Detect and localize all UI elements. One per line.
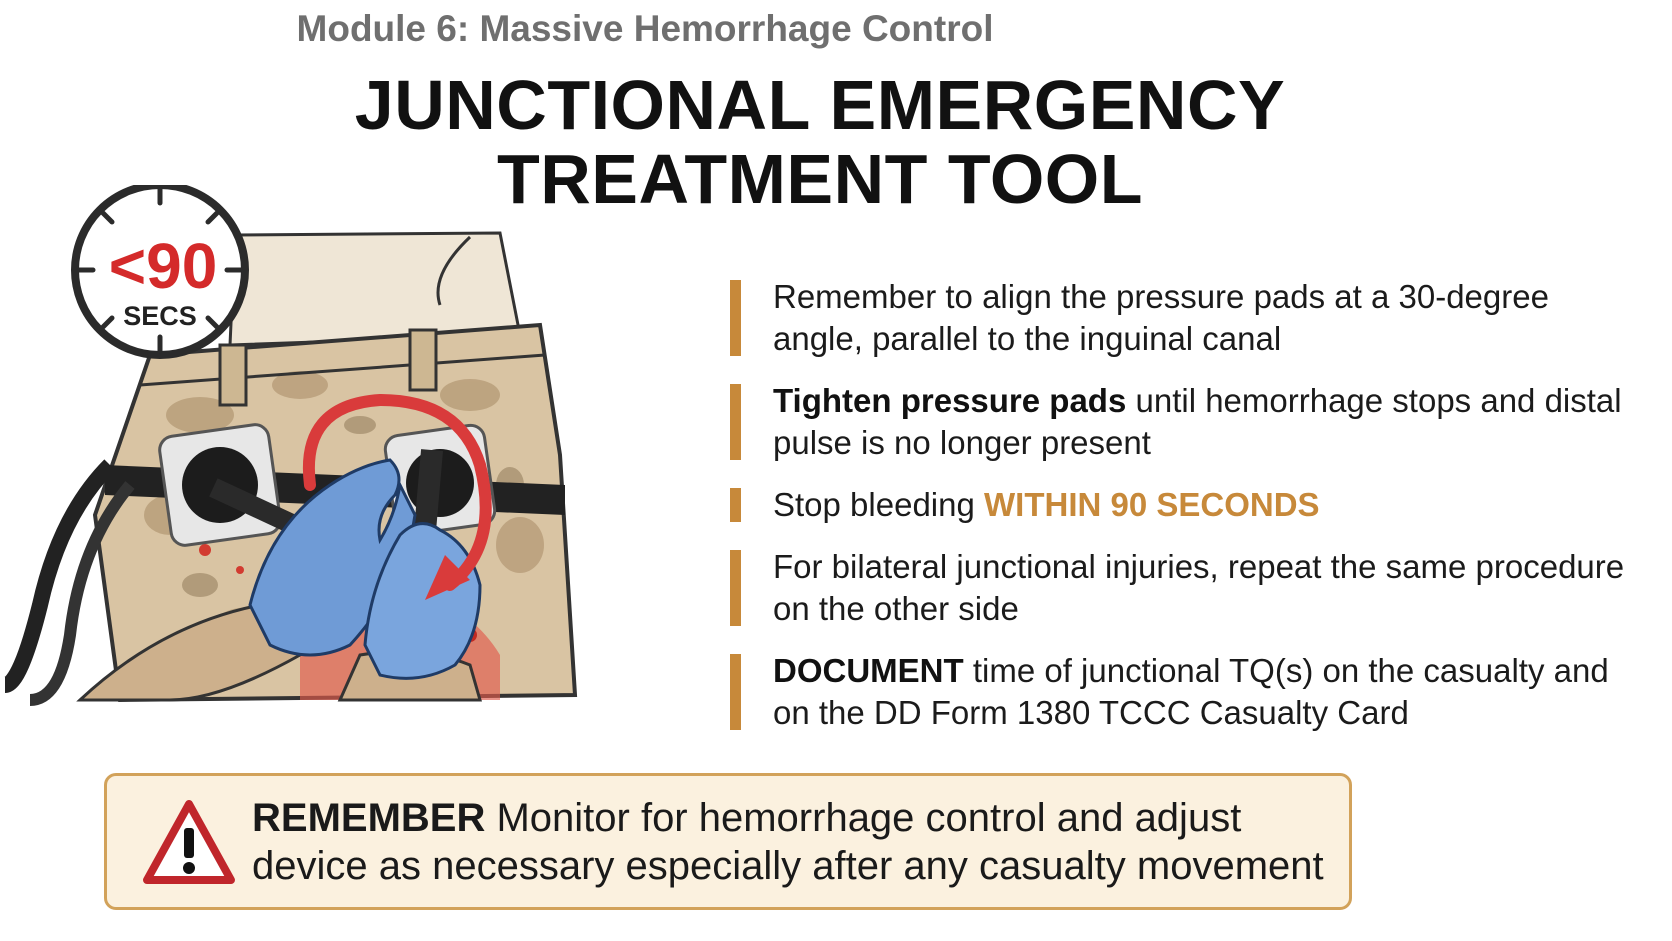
title-line-1: JUNCTIONAL EMERGENCY [354, 66, 1286, 144]
bullet-bar [730, 488, 741, 522]
timer-value: <90 [108, 230, 218, 302]
instruction-item [730, 484, 1630, 526]
bullet-bar [730, 550, 741, 626]
jett-illustration [0, 185, 640, 745]
instruction-text: Stop bleeding [773, 486, 985, 523]
bullet-bar [730, 280, 741, 356]
bullet-bar [730, 384, 741, 460]
instruction-text: For bilateral junctional injuries, repeat the same procedure on the other side [773, 548, 1625, 627]
module-subtitle: Module 6: Massive Hemorrhage Control [296, 8, 994, 49]
warning-triangle-icon [141, 798, 237, 888]
instruction-list [730, 276, 1630, 754]
instruction-item [730, 276, 1630, 360]
remember-callout [104, 773, 1352, 910]
callout-text: Monitor for hemorrhage control and adjust device as necessary especially after any casualty movement [252, 796, 1324, 888]
instruction-text: until hemorrhage stops and distal pulse is no longer present [773, 382, 1622, 461]
instruction-bold: Tighten pressure pads [773, 382, 1127, 419]
instruction-text: Remember to align the pressure pads at a 30-degree angle, parallel to the inguinal canal [773, 278, 1549, 357]
timer-badge [75, 185, 245, 355]
instruction-text: time of junctional TQ(s) on the casualty and on the DD Form 1380 TCCC Casualty Card [773, 652, 1609, 731]
title-line-2: TREATMENT TOOL [496, 140, 1144, 218]
instruction-item [730, 650, 1630, 734]
instruction-item [730, 380, 1630, 464]
instruction-bold: DOCUMENT [773, 652, 964, 689]
timer-unit: SECS [123, 301, 197, 331]
instruction-item [730, 546, 1630, 630]
callout-label: REMEMBER [252, 796, 486, 840]
bullet-bar [730, 654, 741, 730]
instruction-highlight: WITHIN 90 SECONDS [984, 486, 1320, 523]
callout-message [252, 794, 1332, 890]
